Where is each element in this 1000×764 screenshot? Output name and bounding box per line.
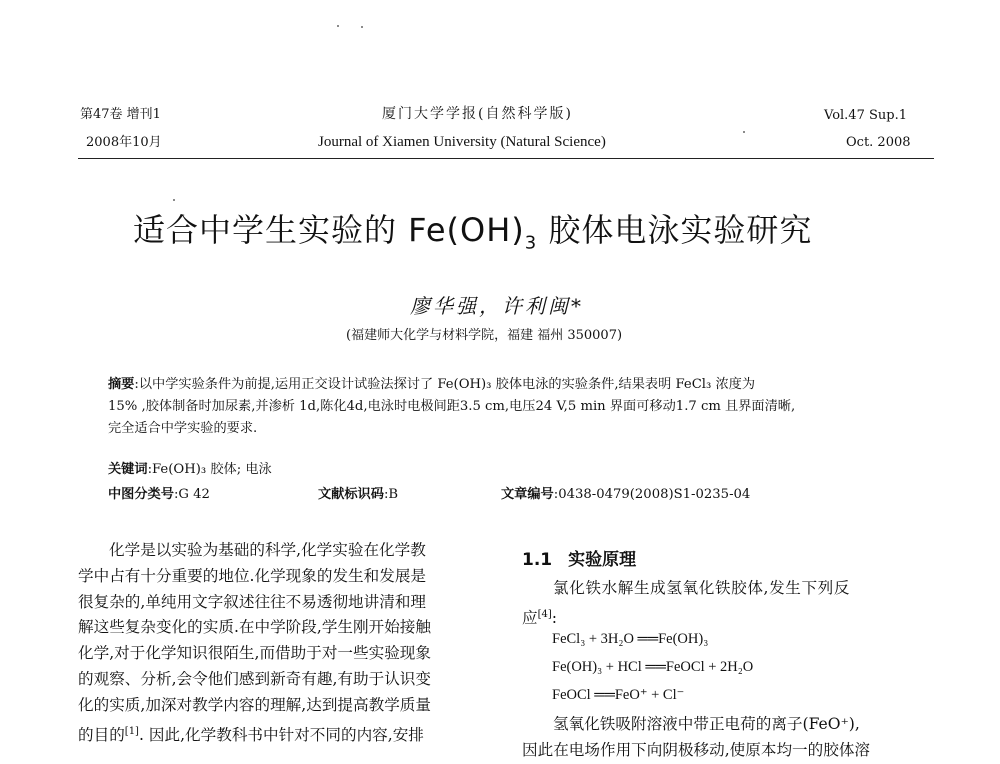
body-line: 解这些复杂变化的实质.在中学阶段,学生刚开始接触 — [78, 618, 431, 637]
header-journal-en: Journal of Xiamen University (Natural Science) — [318, 134, 606, 150]
equation-2: Fe(OH)₃ + HCl ══FeOCl + 2H₂O — [552, 659, 754, 675]
header-journal-zh: 厦门大学学报(自然科学版) — [382, 106, 573, 122]
body-line: 化学是以实验为基础的科学,化学实验在化学教 — [109, 541, 426, 559]
right-column — [522, 576, 936, 632]
left-column — [78, 538, 494, 749]
header-date-en: Oct. 2008 — [846, 135, 911, 150]
clc-number: 中图分类号:G 42 — [108, 487, 210, 502]
body-line: 化的实质,加深对教学内容的理解,达到提高教学质量 — [78, 695, 431, 714]
abstract: 摘要:以中学实验条件为前提,运用正交设计试验法探讨了 Fe(OH)₃ 胶体电泳的实验条件,结果表明 FeCl₃ 浓度为 15% ,胶体制备时加尿素,并渗析 1d,陈化4d,电泳时电极间距3.5 cm,电压24 V,5 min 界面可移动1.7 cm 且界面清晰, 完全适合中学实验的要求. — [108, 377, 796, 436]
article-number: 文章编号:0438-0479(2008)S1-0235-04 — [501, 487, 751, 502]
scan-speck — [743, 131, 745, 133]
scan-speck — [337, 25, 339, 27]
header-vol-en: Vol.47 Sup.1 — [824, 108, 907, 123]
document-code: 文献标识码:B — [318, 487, 399, 502]
section-heading: 1.1 实验原理 — [522, 550, 637, 570]
right-column-cont — [522, 712, 936, 764]
body-line: 氢氧化铁吸附溶液中带正电荷的离子(FeO⁺), — [553, 715, 860, 733]
citation: [1] — [124, 725, 139, 737]
scan-speck — [173, 199, 175, 201]
body-line: 因此在电场作用下向阴极移动,使原本均一的胶体溶 — [522, 740, 871, 759]
body-line: 的目的[1]. 因此,化学教科书中针对不同的内容,安排 — [78, 725, 424, 744]
paper-title: 适合中学生实验的 $Fe(OH)_3$ 胶体电泳实验研究 — [133, 211, 813, 254]
affiliation: (福建师大化学与材料学院，福建 福州 350007) — [346, 328, 623, 343]
authors: 廖华强，许利闽* — [410, 294, 584, 318]
body-line: 学中占有十分重要的地位.化学现象的发生和发展是 — [78, 566, 427, 585]
scan-speck — [361, 26, 363, 28]
body-line: 化学,对于化学知识很陌生,而借助于对一些实验现象 — [78, 644, 431, 663]
keywords: 关键词:Fe(OH)₃ 胶体; 电泳 — [108, 462, 272, 477]
body-line: 很复杂的,单纯用文字叙述往往不易透彻地讲清和理 — [78, 592, 427, 611]
body-line: 氯化铁水解生成氢氧化铁胶体,发生下列反 — [553, 579, 851, 597]
abstract-label: 摘要 — [108, 377, 135, 392]
body-line: 应[4]: — [522, 608, 558, 627]
header-date: 2008年10月 — [86, 135, 162, 150]
equation-1: FeCl₃ + 3H₂O ══Fe(OH)₃ — [552, 631, 709, 647]
equation-3: FeOCl ══FeO⁺ + Cl⁻ — [552, 687, 685, 703]
body-line: 的观察、分析,会令他们感到新奇有趣,有助于认识变 — [78, 669, 431, 688]
header-volume: 第47卷 增刊1 — [80, 107, 161, 122]
citation: [4] — [537, 608, 552, 620]
header-rule — [78, 158, 934, 159]
